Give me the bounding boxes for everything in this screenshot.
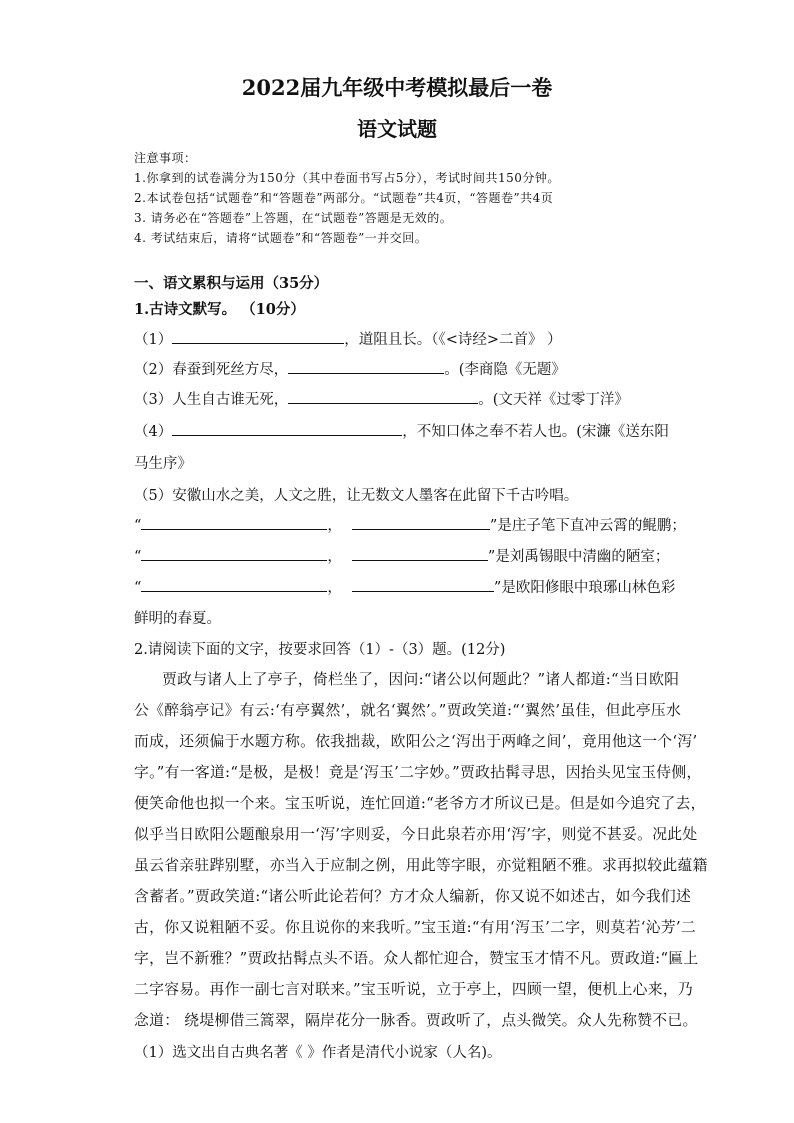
passage-line: 古，你又说粗陋不妥。你且说你的来我听。”宝玉道:“有用‘泻玉’二字，则莫若‘沁芳’二 bbox=[134, 919, 697, 936]
notes-heading: 注意事项： bbox=[134, 151, 197, 165]
comma: ， bbox=[327, 580, 342, 596]
answer-blank[interactable] bbox=[352, 515, 490, 530]
question-2-sub-1: （1）选文出自古典名著《 》作者是清代小说家（人名)。 bbox=[134, 1045, 502, 1061]
section-heading: 一、语文累积与运用（35分） bbox=[134, 275, 329, 292]
passage-line: 便笑命他也拟一个来。宝玉听说，连忙回道:“老爷方才所议已是。但是如今追究了去， bbox=[134, 795, 706, 812]
answer-blank[interactable] bbox=[288, 389, 478, 404]
recitation-line-4-cont: 马生序》 bbox=[134, 456, 192, 472]
recitation-line-3 bbox=[134, 388, 629, 409]
recitation-line-6 bbox=[134, 514, 686, 535]
exam-title: 2022届九年级中考模拟最后一卷 bbox=[241, 75, 553, 100]
line-prefix: （3）人生自古谁无死， bbox=[134, 392, 289, 408]
line-prefix: （2）春蚕到死丝方尽， bbox=[134, 362, 289, 378]
line-suffix: 。(文天祥《过零丁洋》 bbox=[478, 392, 629, 408]
line-prefix: （1） bbox=[134, 332, 173, 348]
notes-item: 4. 考试结束后，请将“试题卷”和“答题卷”一并交回。 bbox=[134, 231, 428, 245]
line-suffix: 。(李商隐《无题》 bbox=[444, 362, 566, 378]
open-quote: “ bbox=[134, 580, 142, 596]
recitation-line-8-cont: 鲜明的春夏。 bbox=[134, 611, 221, 627]
line-suffix: ，道阻且长。（《<诗经>二首》 ） bbox=[344, 332, 562, 348]
comma: ， bbox=[327, 518, 342, 534]
passage-line: 而成，还须偏于水题方称。依我拙裁，欧阳公之‘泻出于两峰之间’，竟用他这一个‘泻’ bbox=[134, 733, 698, 750]
passage-line: 公《醉翁亭记》有云:‘有亭翼然’，就名‘翼然’。”贾政笑道:“‘翼然’虽佳，但此亭压水 bbox=[134, 702, 682, 719]
answer-blank[interactable] bbox=[352, 577, 494, 592]
notes-item: 3. 请务必在“答题卷”上答题，在“试题卷”答题是无效的。 bbox=[134, 211, 453, 225]
passage-line: 贾政与诸人上了亭子，倚栏坐了，因问:“诸公以何题此？”诸人都道:“当日欧阳 bbox=[162, 671, 680, 688]
line-suffix: ”是欧阳修眼中琅琊山林色彩 bbox=[493, 580, 676, 596]
passage-line: 字。”有一客道:“是极，是极！竟是‘泻玉’二字妙。”贾政拈髯寻思，因抬头见宝玉侍侧， bbox=[134, 764, 702, 781]
answer-blank[interactable] bbox=[141, 546, 327, 561]
line-suffix: ”是庄子笔下直冲云霄的鲲鹏； bbox=[489, 518, 686, 534]
line-prefix: （4） bbox=[134, 424, 173, 440]
question-2-heading: 2.请阅读下面的文字，按要求回答（1）-（3）题。(12分) bbox=[134, 642, 506, 658]
recitation-line-8 bbox=[134, 576, 675, 597]
passage-line: 字，岂不新雅？”贾政拈髯点头不语。众人都忙迎合，赞宝玉才情不凡。贾政道:“匾上 bbox=[134, 950, 699, 967]
answer-blank[interactable] bbox=[352, 546, 488, 561]
passage-line: 念道： 绕堤柳借三篙翠，隔岸花分一脉香。贾政听了，点头微笑。众人先称赞不已。 bbox=[134, 1012, 698, 1029]
answer-blank[interactable] bbox=[172, 421, 402, 436]
question-1-heading: 1.古诗文默写。 （10分） bbox=[134, 301, 305, 318]
notes-item: 1.你拿到的试卷满分为150分（其中卷面书写占5分），考试时间共150分钟。 bbox=[134, 171, 560, 185]
line-suffix: ，不知口体之奉不若人也。(宋濂《送东阳 bbox=[402, 424, 669, 440]
open-quote: “ bbox=[134, 549, 142, 565]
exam-subtitle: 语文试题 bbox=[357, 117, 437, 141]
passage-line: 虽云省亲驻跸别墅，亦当入于应制之例，用此等字眼，亦觉粗陋不雅。求再拟较此蕴籍 bbox=[134, 857, 708, 874]
notes-item: 2.本试卷包括“试题卷”和“答题卷”两部分。“试题卷”共4页，“答题卷”共4页 bbox=[134, 191, 554, 205]
passage-line: 含蓄者。”贾政笑道:“诸公听此论若何？方才众人编新，你又说不如述古，如今我们述 bbox=[134, 888, 692, 905]
recitation-line-4 bbox=[134, 420, 669, 441]
passage-line: 二字容易。再作一副七言对联来。”宝玉听说，立于亭上，四顾一望，便机上心来，乃 bbox=[134, 981, 694, 998]
recitation-line-2 bbox=[134, 358, 566, 379]
passage-line: 似乎当日欧阳公题酿泉用一‘泻’字则妥，今日此泉若亦用‘泻’字，则觉不甚妥。况此处 bbox=[134, 826, 698, 843]
answer-blank[interactable] bbox=[141, 515, 327, 530]
recitation-line-1 bbox=[134, 328, 562, 349]
answer-blank[interactable] bbox=[141, 577, 327, 592]
open-quote: “ bbox=[134, 518, 142, 534]
answer-blank[interactable] bbox=[288, 359, 444, 374]
comma: ， bbox=[327, 549, 342, 565]
line-suffix: ”是刘禹锡眼中清幽的陋室； bbox=[487, 549, 670, 565]
recitation-line-7 bbox=[134, 545, 669, 566]
answer-blank[interactable] bbox=[172, 329, 344, 344]
recitation-line-5: （5）安徽山水之美，人文之胜，让无数文人墨客在此留下千古吟唱。 bbox=[134, 488, 579, 504]
